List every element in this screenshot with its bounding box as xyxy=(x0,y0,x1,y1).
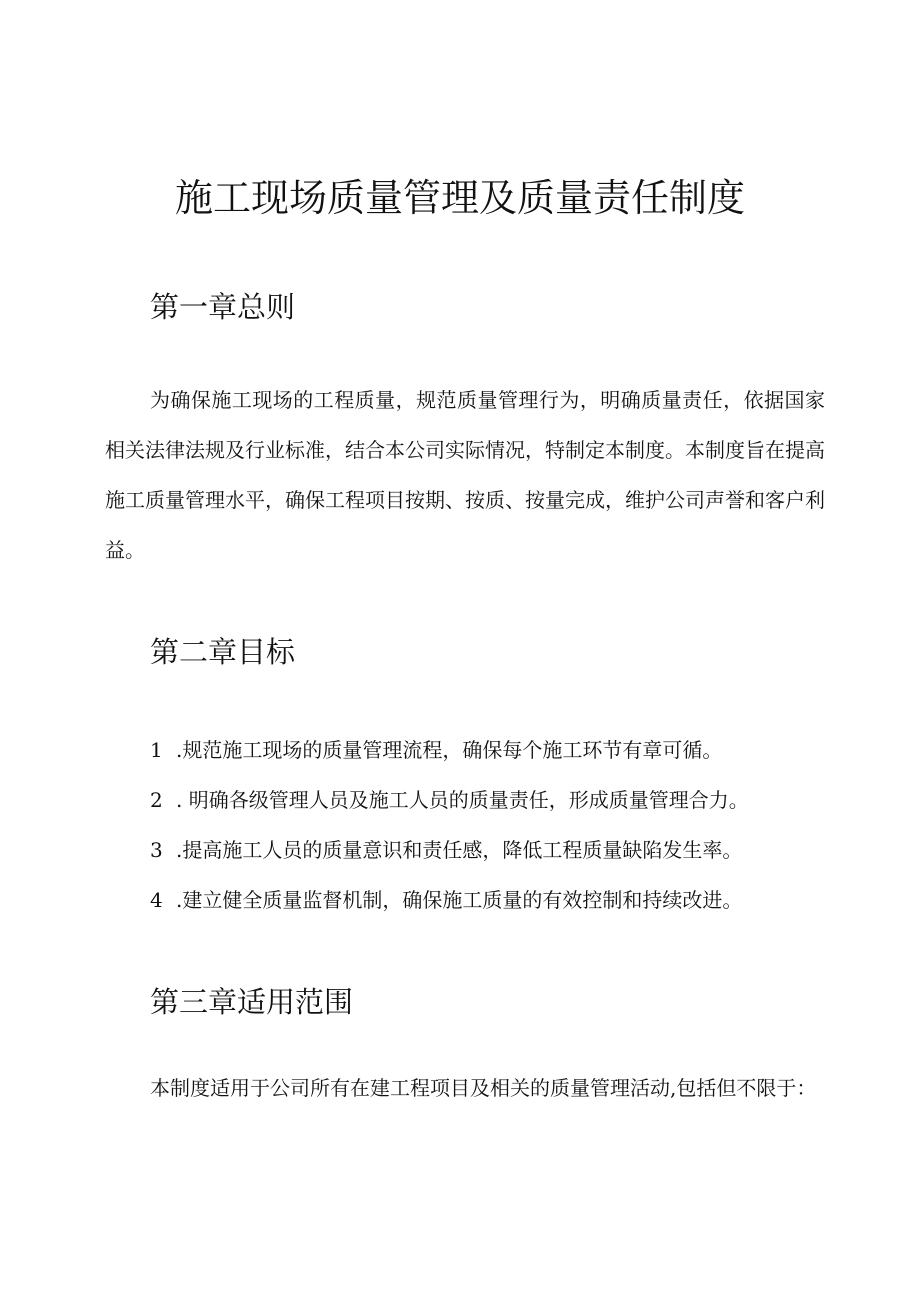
goal-text: . 明确各级管理人员及施工人员的质量责任，形成质量管理合力。 xyxy=(176,788,749,812)
goal-number: 3 xyxy=(150,838,163,862)
chapter-1-paragraph: 为确保施工现场的工程质量，规范质量管理行为，明确质量责任，依据国家相关法律法规及行业标准，结合本公司实际情况，特制定本制度。本制度旨在提高施工质量管理水平，确保工程项目按期、按质、按量完成，维护公司声誉和客户利益。 xyxy=(105,388,825,562)
goal-number: 1 xyxy=(150,738,163,762)
chapter-2-heading: 第二章目标 xyxy=(150,635,296,669)
goal-text: .规范施工现场的质量管理流程，确保每个施工环节有章可循。 xyxy=(176,738,723,762)
goal-item-1 xyxy=(150,728,749,778)
chapter-3-paragraph: 本制度适用于公司所有在建工程项目及相关的质量管理活动,包括但不限于： xyxy=(150,1076,817,1100)
goal-number: 2 xyxy=(150,788,163,812)
goal-item-3 xyxy=(150,828,749,878)
goal-number: 4 xyxy=(150,888,163,912)
chapter-3-heading: 第三章适用范围 xyxy=(150,985,354,1019)
goal-item-4 xyxy=(150,878,749,928)
goal-text: .提高施工人员的质量意识和责任感，降低工程质量缺陷发生率。 xyxy=(176,838,743,862)
document-title: 施工现场质量管理及质量责任制度 xyxy=(174,176,745,220)
goals-list xyxy=(150,728,749,928)
chapter-1-heading: 第一章总则 xyxy=(150,290,296,324)
goal-text: .建立健全质量监督机制，确保施工质量的有效控制和持续改进。 xyxy=(176,888,743,912)
goal-item-2 xyxy=(150,778,749,828)
